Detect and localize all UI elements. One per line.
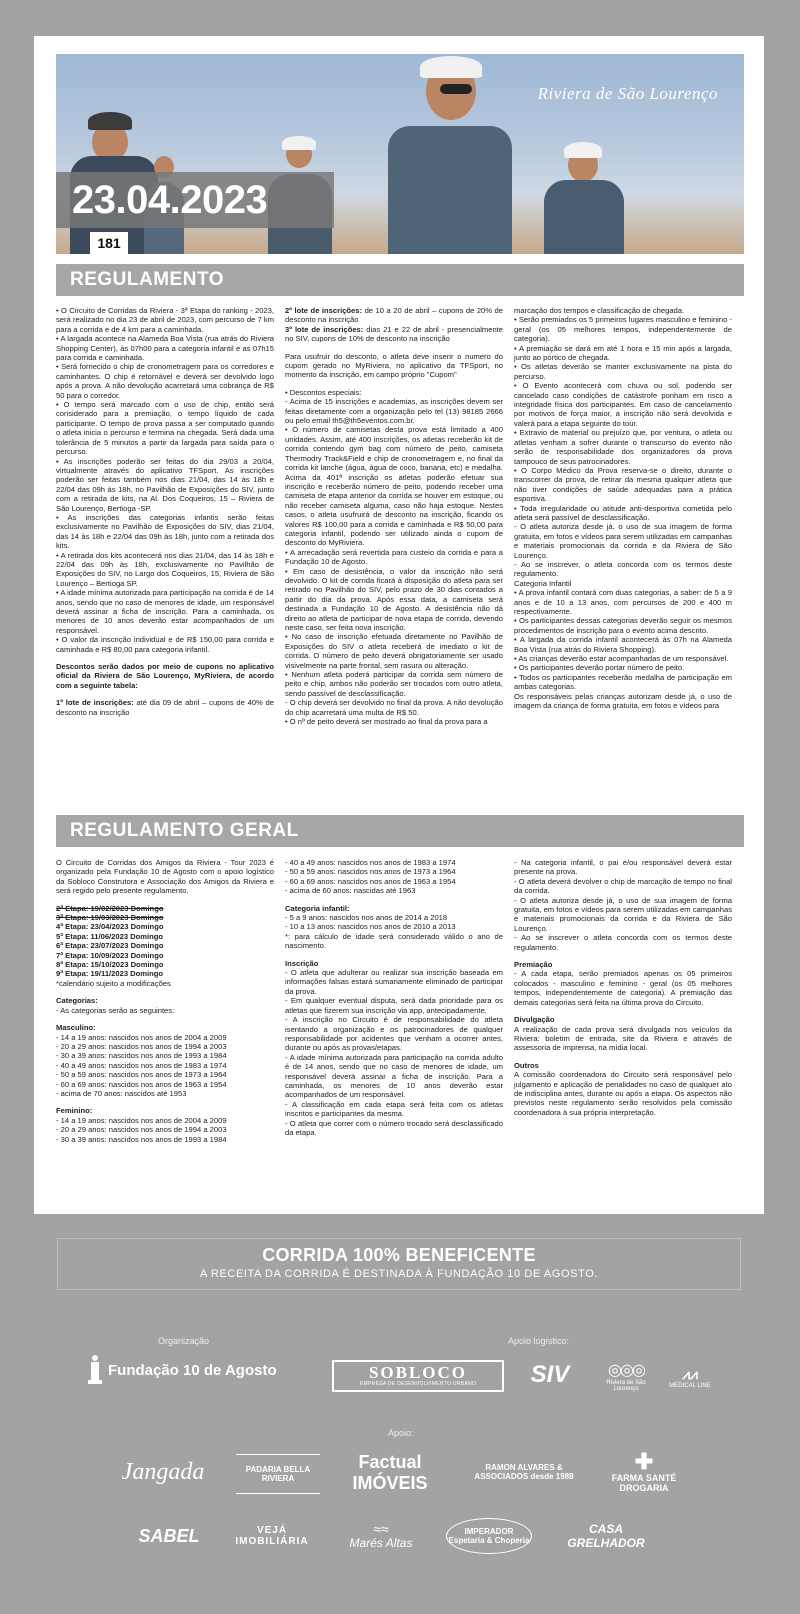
rule-paragraph: - Acima de 15 inscrições e academias, as inscrições devem ser feitas diretamente com a organização pelo tel (13) 98185 2666 ou pelo email th5@th5eventos.com.br. xyxy=(285,397,503,426)
rule-paragraph: • Os atletas deverão se manter exclusivamente na pista do percurso. xyxy=(514,362,732,381)
runner-figure xyxy=(540,142,626,254)
rule-paragraph: • Serão premiados os 5 primeiros lugares masculino e feminino - geral (os 05 melhores tempos, independentemente de categoria). xyxy=(514,315,732,344)
category-item: - 50 a 59 anos: nascidos nos anos de 1973 a 1964 xyxy=(285,867,456,877)
category-item: - 40 a 49 anos: nascidos nos anos de 1983 a 1974 xyxy=(56,1060,227,1070)
rule-paragraph: - O atleta que correr com o número trocado será desclassificado da etapa. xyxy=(285,1118,503,1137)
premiacao-title: Premiação xyxy=(514,960,553,970)
event-date: 23.04.2023 xyxy=(72,178,268,222)
factual-logo: Factual IMÓVEIS xyxy=(352,1452,428,1493)
section-title: REGULAMENTO GERAL xyxy=(70,820,299,841)
rule-paragraph: - Ao se inscrever o atleta concorda com os termos deste regulamento. xyxy=(514,933,732,952)
rule-paragraph: - O atleta autoriza desde já, o uso de sua imagem de forma gratuita, em fotos e vídeos para serem utilizadas em campanhas e materiais promocionais da corrida e da Riviera de São Lourenço. xyxy=(514,895,732,933)
rule-paragraph: • Os participantes dessas categorias deverão seguir os mesmos procedimentos de inscrição para o evento acima descrito. xyxy=(514,616,732,635)
rule-paragraph: • As inscrições das categorias infantis serão feitas exclusivamente no Pavilhão de Exposições do SIV, dias 21/04, das 14 às 18h e 22/04 das 09h às 18h, junto com a retirada dos kits. xyxy=(56,512,274,551)
regulamento-column-3 xyxy=(514,306,732,710)
lighthouse-icon xyxy=(88,1355,102,1385)
discount-lot-2: 2º lote de inscrições: de 10 a 20 de abril – cupons de 20% de desconto na inscrição xyxy=(285,306,503,325)
rule-paragraph: - A cada etapa, serão premiados apenas os 05 primeiros colocados - masculino e feminino - geral (os 05 melhores tempos, independentemente de categoria). A premiação das demais categorias será feita na última prova do Circuito. xyxy=(514,969,732,1007)
category-item: *: para cálculo de idade será considerado válido o ano de nascimento. xyxy=(285,931,503,951)
rule-paragraph: • A prova infantil contará com duas categorias, a saber: de 5 a 9 anos e de 10 a 13 anos, com percursos de 200 e 400 m respectivamente. xyxy=(514,588,732,616)
stage-item: 4ª Etapa: 23/04/2023 Domingo xyxy=(56,922,164,932)
category-item: - 50 a 59 anos: nascidos nos anos de 1973 a 1964 xyxy=(56,1070,227,1080)
stage-item-cancelled: 2ª Etapa: 19/02/2023 Domingo xyxy=(56,903,164,913)
regulamento-geral-column-1 xyxy=(56,858,274,1144)
rule-paragraph: Para usufruir do desconto, o atleta deve inserir o numero do cupom gerado no MyRiviera, no aplicativo da TFSport, no momento da inscrição, em campo próprio "Cupom" xyxy=(285,351,503,380)
regulamento-column-2 xyxy=(285,306,503,726)
veja-logo: VEJÁ IMOBILIÁRIA xyxy=(235,1525,309,1547)
rule-paragraph: - Na categoria infantil, o pai e/ou responsável deverá estar presente na prova. xyxy=(514,858,732,877)
rule-paragraph: A comissão coordenadora do Circuito será responsável pelo julgamento e aplicação de penalidades no caso de qualquer ato de indisciplina antes, durante ou após a etapa. Os aspectos não previstos neste regulamento serão resolvidos pela comissão coordenadora à sua própria interpretação. xyxy=(514,1070,732,1117)
jangada-logo: Jangada xyxy=(121,1458,205,1485)
rule-paragraph: • A largada da corrida infantil acontecerá às 07h na Alameda Boa Vista (rua atrás do Riviera Shopping). xyxy=(514,635,732,654)
outros-title: Outros xyxy=(514,1060,539,1070)
rule-paragraph: - A classificação em cada etapa será feita com os atletas inscritos e participantes da mesma. xyxy=(285,1099,503,1119)
rule-paragraph: • O nº de peito deverá ser mostrado ao final da prova para a xyxy=(285,717,488,727)
rule-paragraph: - O atleta autoriza desde já, o uso de sua imagem de forma gratuita, em fotos e vídeos para serem utilizadas em campanhas e materiais promocionais da corrida e da Riviera de São Lourenço. xyxy=(514,522,732,560)
calendar-note: *calendário sujeito a modificações xyxy=(56,978,171,988)
rule-paragraph: • As inscrições poderão ser feitas do dia 29/03 a 20/04, virtualmente através do aplicativo TFSport. As inscrições poderão ser feitas também nos dias 21/04, das 14 às 18h e 22/04 das 09h às 18h, no Pavilhão de Exposições do SIV, junto com a retirada de kits, na Al. Dos Coqueiros, 15 – Riviera de São Lourenço, Bertioga -SP. xyxy=(56,456,274,513)
discount-lot-3: 3º lote de inscrições: dias 21 e 22 de abril - presencialmente no SIV, cupons de 10% de desconto na inscrição xyxy=(285,324,503,344)
rule-paragraph: • O valor da inscrição individual e de R$ 150,00 para corrida e caminhada e R$ 80,00 para categoria infantil. xyxy=(56,635,274,654)
category-item: - acima de 70 anos: nascidos até 1953 xyxy=(56,1088,187,1098)
hero-photo xyxy=(56,54,744,254)
rule-paragraph: • O número de camisetas desta prova está limitado a 400 unidades. Assim, até 400 inscrições, os atletas receberão kit de corrida contendo gym bag com número de peito, camiseta Thermodry Track&Field e chip de cronometragem e, no final da corrida kit lanche (água, água de coco, banana, etc) e medalha. Acima da 401ª inscrição os atletas poderão efetuar sua inscrição e receberão número de peito, podendo receber uma camiseta de etapa anterior da corrida se houver em estoque, ou não receber camiseta alguma, caso não haja estoque. Nestes casos, o atleta usufruirá de desconto na inscrição, ficando os valores R$ 100,00 para a corrida e caminhada e R$ 50,00 para categoria infantil, podendo ser utilizado ainda o cupom de desconto do MyRiviera. xyxy=(285,425,503,548)
stage-item: 8ª Etapa: 15/10/2023 Domingo xyxy=(56,960,164,970)
riviera-small-logo: ◎◎◎ Riviera de São Lourenço xyxy=(598,1358,654,1394)
category-item: - 60 a 69 anos: nascidos nos anos de 1963 a 1954 xyxy=(285,876,456,886)
section-header-regulamento-geral xyxy=(56,815,744,847)
rule-paragraph: • A largada acontece na Alameda Boa Vista (rua atrás do Riviera Shopping Center), às 07h00 para a categoria infantil e as 07h15 para corrida e caminhada. xyxy=(56,334,274,363)
rule-paragraph: • No caso de inscrição efetuada diretamente no Pavilhão de Exposições do SIV o atleta receberá de imediato o kit de corrida. O número de peito deverá obrigatoriamente ser usado visivelmente na parte frontal, sem rasura ou alteração. xyxy=(285,632,503,670)
runner-figure xyxy=(384,56,516,254)
rule-paragraph: - Ao se inscrever, o atleta concorda com os termos deste regulamento. xyxy=(514,559,732,579)
rule-paragraph: - A idade mínima autorizada para participação na corrida adulto é de 14 anos, sendo que no caso de menores de idade, um responsável deverá assinar a ficha de inscrição. Para a caminhada, os menores de 10 anos deverão estar acompanhados de um responsável. xyxy=(285,1052,503,1100)
sobloco-logo: SOBLOCO EMPRESA DE DESENVOLVIMENTO URBANO xyxy=(332,1360,504,1392)
mares-altas-logo: ≈≈ Marés Altas xyxy=(349,1521,413,1550)
rule-paragraph: • Os participantes deverão portar número de peito. xyxy=(514,663,685,673)
banner-subtitle: A RECEITA DA CORRIDA É DESTINADA À FUNDAÇÃO 10 DE AGOSTO. xyxy=(199,1268,599,1280)
date-box xyxy=(56,172,334,228)
rule-paragraph: • A retirada dos kits acontecerá nos dias 21/04, das 14 às 18h e 22/04 das 09h às 18h, exclusivamente no Pavilhão de Exposições do SIV, no Largo dos Coqueiros, 15, Riviera de São Lourenço – Bertioga SP. xyxy=(56,550,274,588)
category-item: - 30 a 39 anos: nascidos nos anos de 1993 a 1984 xyxy=(56,1051,227,1061)
section-title: REGULAMENTO xyxy=(70,269,224,290)
category-item: - 60 a 69 anos: nascidos nos anos de 1963 a 1954 xyxy=(56,1079,227,1089)
stage-item: 6ª Etapa: 23/07/2023 Domingo xyxy=(56,941,164,951)
waves-icon: ≈≈ xyxy=(373,1521,389,1537)
riviera-brand-logo: Riviera de São Lourenço xyxy=(537,84,718,103)
masculino-title: Masculino: xyxy=(56,1023,96,1033)
rule-paragraph: Os responsáveis pelas crianças autorizam desde já, o uso de imagem da criança de forma gratuita, em fotos e vídeos para xyxy=(514,691,732,711)
riviera-emblem-icon: ◎◎◎ xyxy=(608,1362,644,1379)
siv-logo: SIV xyxy=(530,1361,570,1388)
rule-paragraph: • Em caso de desistência, o valor da inscrição não será devolvido. O kit de corrida ficará à disposição do atleta para ser retirado no Pavilhão do SIV, pelo prazo de 30 dias contados a partir do dia da prova. Após essa data, a camiseta será destinada a Fundação 10 de Agosto. A desistência não dá direito ao atleta de participar de nova etapa de corrida, devendo neste caso, ser feita nova inscrição. xyxy=(285,566,503,632)
rule-paragraph: - A inscrição no Circuito é de responsabilidade do atleta isentando a organização e os patrocinadores de qualquer responsabilidade por acidentes que venham a ocorrer antes, durante ou após as provas/etapas. xyxy=(285,1015,503,1053)
child-category-title: Categoria infantil: xyxy=(285,903,350,913)
medical-line-logo: ⩘⩘ MEDICAL LINE xyxy=(669,1365,711,1389)
category-item: - 10 a 13 anos: nascidos nos anos de 2010 a 2013 xyxy=(285,922,456,932)
imperador-logo: IMPERADOR Espetaria & Choperia xyxy=(446,1518,532,1554)
category-item: - acima de 60 anos: nascidas até 1963 xyxy=(285,886,416,896)
section-header-regulamento xyxy=(56,264,744,296)
category-item: - 20 a 29 anos: nascidos nos anos de 1994 a 2003 xyxy=(56,1125,227,1135)
document-sheet xyxy=(34,36,764,1214)
inscricao-title: Inscrição xyxy=(285,958,319,968)
discount-intro: Descontos serão dados por meio de cupons no aplicativo oficial da Riviera de São Lourenço, MyRiviera, de acordo com a seguinte tabela: xyxy=(56,662,274,690)
rule-paragraph: • A idade mínima autorizada para participação na corrida é de 14 anos, sendo que no caso de menores de idade, um responsável deverá assinar a ficha de inscrição. Para a caminhada, os menores de 10 anos deverão estar acompanhados de um responsável. xyxy=(56,588,274,635)
category-item: - 30 a 39 anos: nascidos nos anos de 1993 a 1984 xyxy=(56,1134,227,1144)
stage-item-cancelled: 3ª Etapa: 19/03/2023 Domingo xyxy=(56,913,164,923)
banner-title: CORRIDA 100% BENEFICENTE xyxy=(262,1245,536,1265)
rule-paragraph: marcação dos tempos e classificação de chegada. xyxy=(514,306,685,315)
logistic-support-label: Apoio logístico: xyxy=(508,1336,570,1346)
support-label: Apoio: xyxy=(388,1428,414,1438)
categories-title: Categorias: xyxy=(56,996,98,1006)
category-item: - 20 a 29 anos: nascidos nos anos de 1994 a 2003 xyxy=(56,1041,227,1051)
rule-paragraph: • Toda irregularidade ou atitude anti-desportiva cometida pelo atleta será passível de desclassificação. xyxy=(514,503,732,522)
stage-item: 9ª Etapa: 19/11/2023 Domingo xyxy=(56,969,164,979)
organization-label: Organização xyxy=(158,1336,210,1346)
rule-paragraph: • O Evento acontecerá com chuva ou sol, podendo ser cancelado caso condições de catástrofe ponham em risco a integridade física dos participantes. Em caso de cancelamento por motivos de força maior, a inscrição não será devolvida e valerá para a etapa seguinte do tour. xyxy=(514,381,732,428)
category-item: - 14 a 19 anos: nascidos nos anos de 2004 a 2009 xyxy=(56,1115,227,1125)
race-bib: 181 xyxy=(90,232,128,254)
regulamento-column-1 xyxy=(56,306,274,717)
divulgacao-title: Divulgação xyxy=(514,1015,555,1025)
rule-paragraph: - O atleta deverá devolver o chip de marcação de tempo no final da corrida. xyxy=(514,876,732,896)
casa-grelhador-logo: CASA GRELHADOR xyxy=(567,1522,645,1550)
regulamento-geral-column-2 xyxy=(285,858,503,1137)
farma-sante-logo: ✚ FARMA SANTÉ DROGARIA xyxy=(611,1449,677,1493)
rule-paragraph: Categoria Infantil xyxy=(514,578,572,588)
cross-icon: ✚ xyxy=(634,1449,654,1474)
rule-paragraph: • A arrecadação será revertida para custeio da corrida e para a Fundação 10 de Agosto. xyxy=(285,547,503,567)
category-item: - 5 a 9 anos: nascidos nos anos de 2014 a 2018 xyxy=(285,913,448,923)
rule-paragraph: • O Corpo Médico da Prova reserva-se o direito, durante o transcorrer da prova, de retirar da mesma qualquer atleta que não tiver condições de saúde adequadas para a prática esportiva. xyxy=(514,465,732,504)
rule-paragraph: • Será fornecido o chip de cronometragem para os corredores e caminhantes. O chip é retornável e deverá ser devolvido logo após a prova. A não devolução acarretará uma cobrança de R$ 50 para o corredor. xyxy=(56,362,274,400)
sabel-logo: SABEL xyxy=(138,1525,200,1546)
rule-paragraph: • Descontos especiais: xyxy=(285,387,362,397)
rule-paragraph: - Em qualquer eventual disputa, será dada prioridade para os atletas que fizerem sua inscrição via app, antecipadamente. xyxy=(285,996,503,1015)
rule-paragraph: A realização de cada prova será divulgada nos veículos da Riviera: boletim de entrada, site da Riviera e através de assessoria de imprensa, na mídia local. xyxy=(514,1024,732,1053)
rule-paragraph: • As crianças deverão estar acompanhadas de um responsável. xyxy=(514,654,729,664)
bella-riviera-logo: PADARIA BELLA RIVIERA xyxy=(236,1454,320,1494)
stage-item: 5ª Etapa: 11/06/2023 Domingo xyxy=(56,931,164,941)
regulamento-geral-column-3 xyxy=(514,858,732,1117)
categories-text: - As categorias serão as seguintes: xyxy=(56,1005,175,1015)
category-item: - 40 a 49 anos: nascidos nos anos de 1983 a 1974 xyxy=(285,858,456,867)
general-intro: O Circuito de Corridas dos Amigos da Riviera - Tour 2023 é organizado pela Fundação 10 de Agosto com o apoio logístico da Sobloco Construtora e Associação dos Amigos da Riviera e será regido pelo presente regulamento. xyxy=(56,858,274,896)
fundacao-logo xyxy=(88,1352,288,1388)
rule-paragraph: • A premiação se dará em até 1 hora e 15 min após a largada, junto ao pórtico de chegada. xyxy=(514,343,732,363)
category-item: - 14 a 19 anos: nascidos nos anos de 2004 a 2009 xyxy=(56,1032,227,1042)
rule-paragraph: - O chip deverá ser devolvido no final da prova. A não devolução do chip acarretará uma multa de R$ 50. xyxy=(285,698,503,717)
fundacao-name: Fundação 10 de Agosto xyxy=(108,1361,277,1379)
discount-lot-1: 1º lote de inscrições: até dia 09 de abril – cupons de 40% de desconto na inscrição xyxy=(56,698,274,717)
charity-banner xyxy=(57,1238,741,1290)
rule-paragraph: • O Circuito de Corridas da Riviera - 3ª Etapa do ranking - 2023, será realizado no dia 23 de abril de 2023, com percurso de 7 km para a corrida e de 4 km para a caminhada. xyxy=(56,306,274,334)
rule-paragraph: • O tempo será marcado com o uso de chip, então será considerado para a premiação, o tempo líquido de cada participante. O tempo de prova passa a ser computado quando o atleta inicia o percurso e termina na chegada. Será dada uma tolerância de 5 minutos a partir da largada para saída para o percurso. xyxy=(56,400,274,457)
feminino-title: Feminino: xyxy=(56,1106,93,1116)
rule-paragraph: • Todos os participantes receberão medalha de participação em ambas categorias. xyxy=(514,672,732,692)
ramon-alvares-logo: RAMON ALVARES & ASSOCIADOS desde 1988 xyxy=(474,1463,574,1481)
rule-paragraph: - O atleta que adulterar ou realizar sua inscrição baseada em informações falsas estará sumariamente eliminado de participar da prova. xyxy=(285,968,503,996)
rule-paragraph: • Nenhum atleta poderá participar da corrida sem número de peito e chip, ambos não poderão ser trocados com outro atleta, sendo passível de desclassificação. xyxy=(285,670,503,698)
stage-item: 7ª Etapa: 10/09/2023 Domingo xyxy=(56,950,164,960)
medical-line-icon: ⩘⩘ xyxy=(682,1365,698,1382)
rule-paragraph: • Extravio de material ou prejuízo que, por ventura, o atleta ou atletas venham a sofrer durante o transcurso do evento não serão de responsabilidade dos organizadores da prova tampouco de seus patrocinadores. xyxy=(514,428,732,466)
